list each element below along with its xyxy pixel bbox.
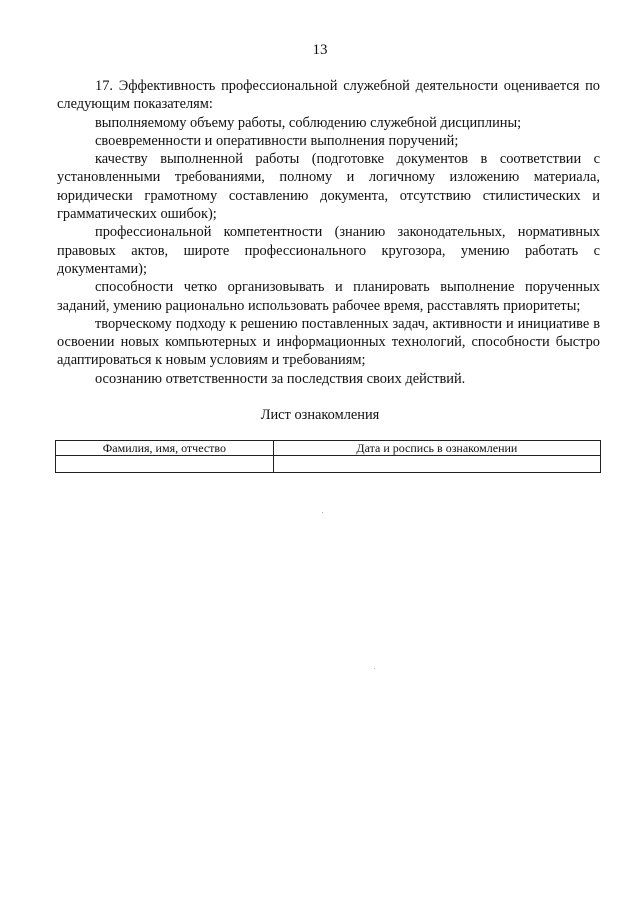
paragraph-criterion-timeliness: своевременности и оперативности выполнения поручений; [95,132,459,149]
acknowledgement-table [55,440,601,473]
scan-speck [374,668,375,669]
paragraph-criterion-responsibility: осознанию ответственности за последствия своих действий. [95,370,466,387]
paragraph-criterion-creativity: творческому подходу к решению поставленных задач, активности и инициативе в освоении новых компьютерных и информационных технологий, способности быстро адаптироваться к новым условиям и требованиям; [57,315,600,369]
paragraph-criterion-quality: качеству выполненной работы (подготовке документов в соответствии с установленными требованиями, полному и логичному изложению материала, юридически грамотному составлению документа, отсутствию стилистических и грамматических ошибок); [57,151,600,223]
paragraph-criterion-workload: выполняемому объему работы, соблюдению служебной дисциплины; [95,114,522,131]
table-row [56,456,601,473]
page-number: 13 [312,42,328,58]
column-header-full-name: Фамилия, имя, отчество [56,441,274,456]
table-cell-full-name [56,456,274,473]
column-header-date-signature: Дата и роспись в ознакомлении [273,441,600,456]
performance-criteria-section [57,77,600,388]
paragraph-criterion-competence: профессиональной компетентности (знанию законодательных, нормативных правовых актов, широте профессионального кругозора, умению работать с документами); [57,224,600,277]
table-header-row [56,441,601,456]
paragraph-criterion-planning: способности четко организовывать и планировать выполнение порученных заданий, умению рационально использовать рабочее время, расставлять приоритеты; [57,279,600,314]
paragraph-intro: 17. Эффективность профессиональной служебной деятельности оценивается по следующим показателям: [57,78,600,113]
table-cell-date-signature [273,456,600,473]
scan-speck [322,512,323,513]
acknowledgement-title: Лист ознакомления [260,407,380,423]
